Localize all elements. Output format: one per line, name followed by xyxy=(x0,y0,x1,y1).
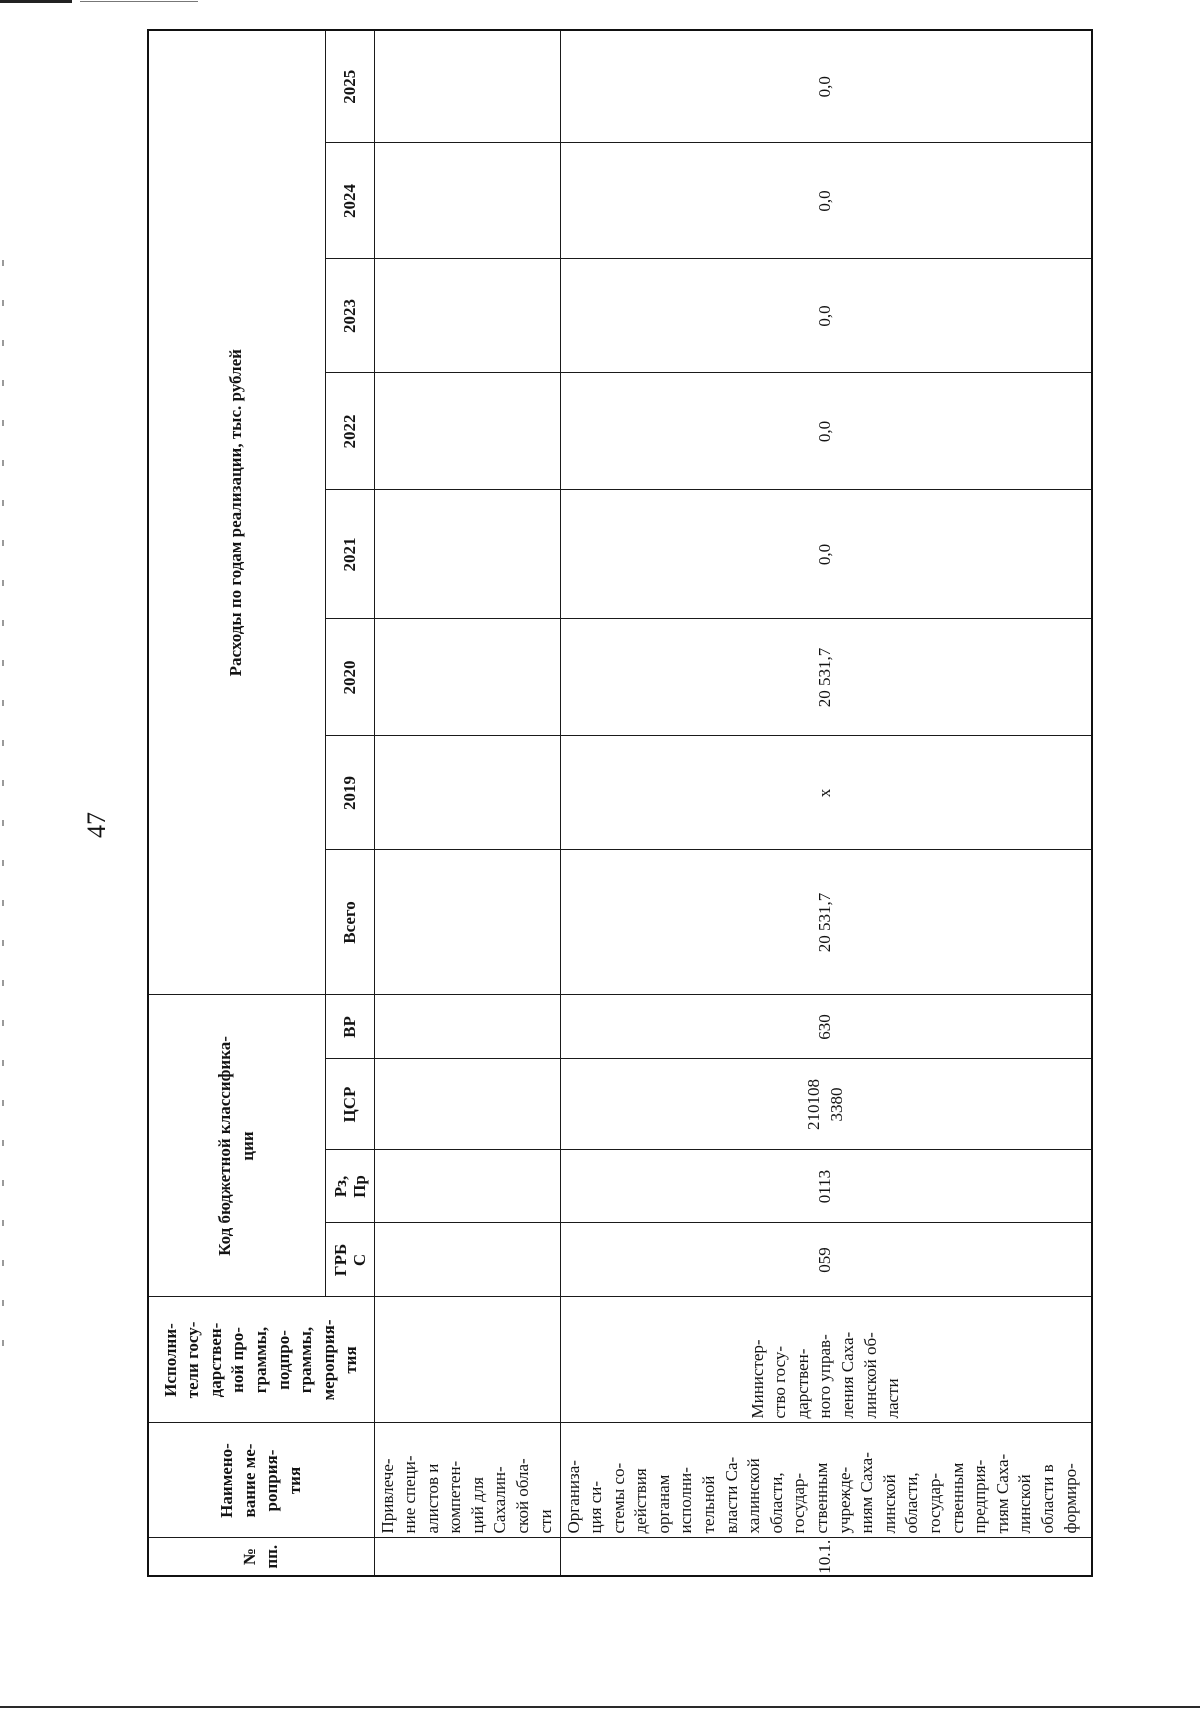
scan-edge-marks-left xyxy=(2,260,4,1380)
header-rz-pr: Рз, Пр xyxy=(325,1150,374,1223)
budget-table xyxy=(147,29,1093,1577)
header-grbs: ГРБ С xyxy=(325,1223,374,1297)
cell-year-value: 0,0 xyxy=(560,259,1092,373)
cell-rz-pr xyxy=(374,1150,560,1223)
rotated-table-wrapper xyxy=(147,31,1091,1577)
cell-rz-pr: 0113 xyxy=(560,1150,1092,1223)
table-row xyxy=(560,30,1092,1576)
header-year: 2022 xyxy=(325,373,374,490)
header-executors: Исполни- тели госу- дарствен- ной про- граммы, подпро- граммы, мероприя- тия xyxy=(148,1297,374,1423)
header-num: № пп. xyxy=(148,1538,374,1576)
cell-year-value: 20 531,7 xyxy=(560,619,1092,736)
header-total: Всего xyxy=(325,850,374,995)
cell-num: 10.1. xyxy=(560,1538,1092,1576)
cell-executor: Министер- ство госу- дарствен- ного управ- ления Саха- линской об- ласти xyxy=(560,1297,1092,1423)
header-year: 2024 xyxy=(325,143,374,259)
table-row xyxy=(374,30,560,1576)
cell-year-value xyxy=(374,373,560,490)
cell-year-value xyxy=(374,490,560,619)
scan-edge-line-top-faint xyxy=(80,1,198,2)
header-year: 2020 xyxy=(325,619,374,736)
header-vr: ВР xyxy=(325,995,374,1059)
header-year: 2021 xyxy=(325,490,374,619)
header-name: Наимено- вание ме- роприя- тия xyxy=(148,1423,374,1538)
cell-year-value: 0,0 xyxy=(560,373,1092,490)
cell-year-value: 0,0 xyxy=(560,30,1092,143)
cell-total: 20 531,7 xyxy=(560,850,1092,995)
scan-edge-line-top xyxy=(0,0,72,3)
cell-vr xyxy=(374,995,560,1059)
cell-year-value: x xyxy=(560,736,1092,850)
header-year: 2025 xyxy=(325,30,374,143)
cell-csr: 210108 3380 xyxy=(560,1059,1092,1150)
header-year: 2023 xyxy=(325,259,374,373)
cell-grbs xyxy=(374,1223,560,1297)
cell-executor xyxy=(374,1297,560,1423)
cell-num xyxy=(374,1538,560,1576)
scan-edge-line-bottom xyxy=(0,1706,1200,1708)
cell-name: Организа- ция си- стемы со- действия органам исполни- тельной власти Са- халинской области, государ- ственным учрежде- ниям Саха- линской области, государ- ственным предприя- тиям Саха- линской области в формиро- xyxy=(560,1423,1092,1538)
cell-year-value xyxy=(374,619,560,736)
header-csr: ЦСР xyxy=(325,1059,374,1150)
cell-vr: 630 xyxy=(560,995,1092,1059)
cell-year-value: 0,0 xyxy=(560,490,1092,619)
header-row-group xyxy=(148,30,325,1576)
header-budget-code: Код бюджетной классифика- ции xyxy=(148,995,325,1297)
cell-year-value xyxy=(374,143,560,259)
header-year: 2019 xyxy=(325,736,374,850)
cell-year-value xyxy=(374,259,560,373)
cell-year-value xyxy=(374,30,560,143)
page-number: 47 xyxy=(82,812,111,838)
cell-year-value: 0,0 xyxy=(560,143,1092,259)
cell-grbs: 059 xyxy=(560,1223,1092,1297)
cell-csr xyxy=(374,1059,560,1150)
cell-name: Привлече- ние специ- алистов и компетен- ций для Сахалин- ской обла- сти xyxy=(374,1423,560,1538)
cell-total xyxy=(374,850,560,995)
cell-year-value xyxy=(374,736,560,850)
header-expenses: Расходы по годам реализации, тыс. рублей xyxy=(148,30,325,995)
